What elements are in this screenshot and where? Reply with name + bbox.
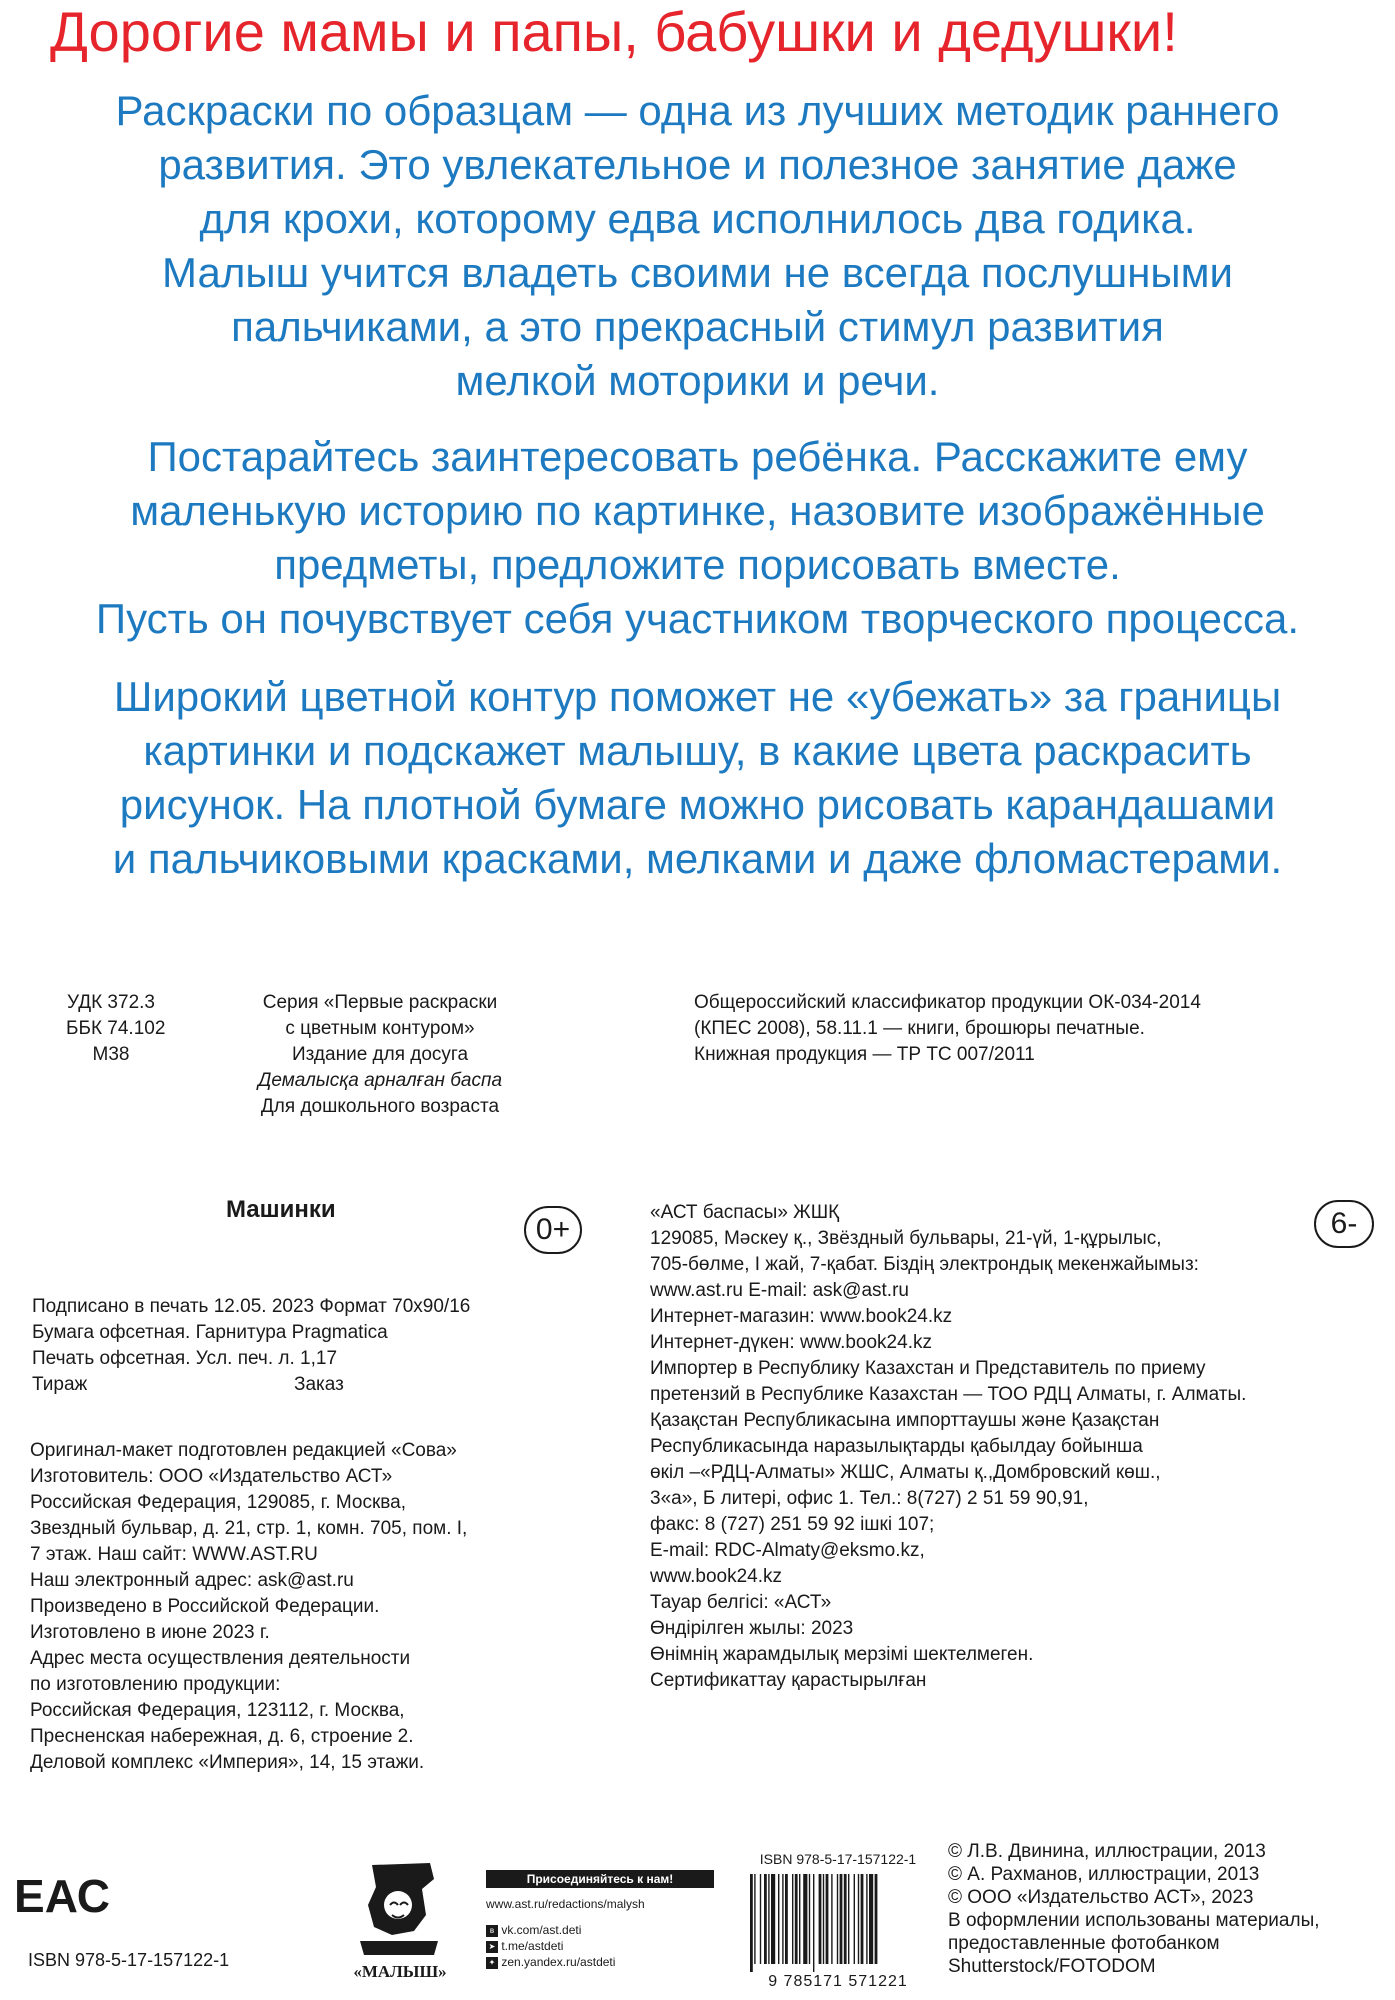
social-link-zen[interactable] — [486, 1954, 714, 1970]
text-line: Постарайтесь заинтересовать ребёнка. Расскажите ему — [147, 433, 1248, 480]
age-rating-badge-ru: 0+ — [524, 1206, 582, 1254]
barcode-bar — [792, 1874, 793, 1964]
malysh-logo-text: «МАЛЫШ» — [353, 1962, 447, 1981]
kz-line: Интернет-дүкен: www.book24.kz — [650, 1332, 932, 1353]
kz-line: Өндірілген жылы: 2023 — [650, 1618, 854, 1639]
text-line: Широкий цветной контур поможет не «убежать» за границы — [113, 673, 1282, 720]
print-info — [32, 1294, 470, 1398]
malysh-logo-icon — [330, 1845, 470, 1985]
barcode-bar — [869, 1874, 873, 1964]
kz-line: 3«а», Б литері, офис 1. Тел.: 8(727) 2 51 59 90,91, — [650, 1488, 1089, 1509]
vk-icon: в — [486, 1925, 498, 1937]
barcode-bar — [875, 1874, 878, 1964]
barcode-bar — [799, 1874, 800, 1964]
copyright-line: © А. Рахманов, иллюстрации, 2013 — [948, 1864, 1260, 1885]
text-line: Раскраски по образцам — одна из лучших методик раннего — [115, 87, 1280, 134]
text-line: картинки и подскажет малышу, в какие цвета раскрасить — [143, 727, 1252, 774]
publisher-line: Российская Федерация, 129085, г. Москва, — [30, 1492, 406, 1513]
kz-line: www.ast.ru E-mail: ask@ast.ru — [650, 1280, 909, 1301]
barcode-bar — [771, 1874, 775, 1964]
barcode-bar — [785, 1874, 788, 1964]
kz-line: Импортер в Республику Казахстан и Представитель по приему — [650, 1358, 1206, 1379]
tirazh-label: Тираж — [32, 1374, 88, 1395]
barcode-bar — [866, 1874, 867, 1964]
kz-line: E-mail: RDC-Almaty@eksmo.kz, — [650, 1540, 925, 1561]
text-line: рисунок. На плотной бумаге можно рисовать карандашами — [119, 781, 1276, 828]
kz-line: Интернет-магазин: www.book24.kz — [650, 1306, 953, 1327]
print-line: Печать офсетная. Усл. печ. л. 1,17 — [32, 1348, 338, 1369]
kz-line: Қазақстан Республикасына импорттаушы және Қазақстан — [650, 1410, 1160, 1431]
publisher-line: Изготовитель: ООО «Издательство АСТ» — [30, 1466, 393, 1487]
barcode-bar — [861, 1874, 864, 1964]
zakaz-label: Заказ — [294, 1374, 344, 1395]
series-line: Демалысқа арналған баспа — [257, 1070, 503, 1091]
series-line: Издание для досуга — [291, 1044, 469, 1065]
barcode-bar — [760, 1874, 761, 1964]
barcode-bar — [826, 1874, 829, 1964]
barcode-bar — [840, 1874, 843, 1964]
intro-paragraph-2 — [0, 430, 1395, 646]
publisher-line: по изготовлению продукции: — [30, 1674, 281, 1695]
barcode-bar — [854, 1874, 855, 1964]
barcode-bar — [750, 1874, 753, 1972]
social-header: Присоединяйтесь к нам! — [486, 1870, 714, 1888]
barcode-digits: 9 785171 571221 — [768, 1973, 908, 1990]
classifier-line: Общероссийский классификатор продукции ОК-034-2014 — [694, 992, 1201, 1013]
text-line: маленькую историю по картинке, назовите изображённые — [130, 487, 1265, 534]
social-link-text: zen.yandex.ru/astdeti — [501, 1955, 616, 1969]
barcode-bar — [823, 1874, 824, 1964]
text-line: Пусть он почувствует себя участником творческого процесса. — [95, 595, 1300, 642]
barcode-bar — [754, 1874, 755, 1964]
copyright-line: В оформлении использованы материалы, — [948, 1910, 1320, 1931]
kz-line: Республикасында наразылықтарды қабылдау бойынша — [650, 1436, 1143, 1457]
social-link-site[interactable]: www.ast.ru/redactions/malysh — [486, 1897, 645, 1911]
barcode-bar — [848, 1874, 849, 1964]
eac-mark-text: ЕАС — [14, 1870, 110, 1922]
isbn-left: ISBN 978-5-17-157122-1 — [28, 1950, 230, 1970]
text-line: предметы, предложите порисовать вместе. — [274, 541, 1121, 588]
publisher-info — [30, 1438, 467, 1776]
intro-paragraph-1 — [0, 84, 1395, 408]
publisher-line: 7 этаж. Наш сайт: WWW.AST.RU — [30, 1544, 318, 1565]
page-title: Дорогие мамы и папы, бабушки и дедушки! — [50, 0, 1178, 63]
series-line: Для дошкольного возраста — [260, 1096, 500, 1117]
text-line: Малыш учится владеть своими не всегда послушными — [162, 249, 1233, 296]
barcode-bar — [813, 1874, 814, 1972]
kz-line: Сертификаттау қарастырылған — [650, 1670, 927, 1691]
barcode-bar — [778, 1874, 779, 1964]
text-line: и пальчиковыми красками, мелками и даже фломастерами. — [112, 835, 1283, 882]
product-classifier — [694, 990, 1201, 1068]
age-rating-badge-kz: 6- — [1314, 1200, 1374, 1248]
social-link-telegram[interactable] — [486, 1938, 714, 1954]
udk-code: УДК 372.3 — [67, 992, 155, 1013]
publisher-line: Оригинал-макет подготовлен редакцией «Сова» — [30, 1440, 457, 1461]
book-title: Машинки — [226, 1196, 336, 1223]
publisher-line: Изготовлено в июне 2023 г. — [30, 1622, 270, 1643]
print-line: Бумага офсетная. Гарнитура Pragmatica — [32, 1322, 388, 1343]
barcode-bar — [831, 1874, 832, 1964]
kz-publisher-info — [650, 1200, 1246, 1694]
kz-line: 129085, Мәскеу қ., Звёздный бульвары, 21-үй, 1-құрылыс, — [650, 1228, 1162, 1249]
barcode-bar — [809, 1874, 810, 1964]
social-link-vk[interactable] — [486, 1922, 714, 1938]
barcode-icon — [744, 1874, 932, 1972]
print-line: Подписано в печать 12.05. 2023 Формат 70х90/16 — [32, 1296, 471, 1317]
barcode-bar — [795, 1874, 798, 1964]
kz-line: 705-бөлме, I жай, 7-қабат. Біздің электрондық мекенжайымыз: — [650, 1254, 1199, 1275]
social-block — [486, 1870, 714, 1970]
barcode-bar — [844, 1874, 847, 1964]
classifier-line: Книжная продукция — ТР ТС 007/2011 — [694, 1044, 1035, 1065]
social-link-text: vk.com/ast.deti — [501, 1923, 582, 1937]
bbk-code: ББК 74.102 — [66, 1018, 166, 1039]
copyright-line: © Л.В. Двинина, иллюстрации, 2013 — [948, 1841, 1266, 1862]
series-line: Серия «Первые раскраски — [262, 992, 498, 1013]
publisher-line: Адрес места осуществления деятельности — [30, 1648, 411, 1669]
copyright-block — [948, 1840, 1320, 1978]
text-line: мелкой моторики и речи. — [455, 357, 940, 404]
author-mark: М38 — [92, 1044, 130, 1065]
publisher-line: Российская Федерация, 123112, г. Москва, — [30, 1700, 405, 1721]
barcode-bar — [837, 1874, 838, 1964]
copyright-line: предоставленные фотобанком — [948, 1933, 1220, 1954]
telegram-icon: ➤ — [486, 1941, 498, 1953]
copyright-line: © ООО «Издательство АСТ», 2023 — [948, 1887, 1254, 1908]
kz-line: Өнімнің жарамдылық мерзімі шектелмеген. — [650, 1644, 1034, 1665]
series-line: с цветным контуром» — [285, 1018, 475, 1039]
barcode-bar — [858, 1874, 859, 1964]
publisher-line: Деловой комплекс «Империя», 14, 15 этажи. — [30, 1752, 425, 1773]
series-info — [220, 990, 540, 1120]
text-line: пальчиками, а это прекрасный стимул развития — [231, 303, 1164, 350]
zen-icon: ✦ — [486, 1957, 498, 1969]
text-line: для крохи, которому едва исполнилось два годика. — [199, 195, 1196, 242]
intro-paragraph-3 — [0, 670, 1395, 886]
publisher-line: Пресненская набережная, д. 6, строение 2. — [30, 1726, 414, 1747]
barcode-bar — [768, 1874, 769, 1964]
kz-line: www.book24.kz — [650, 1566, 783, 1587]
copyright-line: Shutterstock/FOTODOM — [948, 1956, 1156, 1977]
social-link-text: t.me/astdeti — [501, 1939, 564, 1953]
publisher-line: Произведено в Российской Федерации. — [30, 1596, 380, 1617]
kz-line: факс: 8 (727) 251 59 92 ішкі 107; — [650, 1514, 935, 1535]
classifier-line: (КПЕС 2008), 58.11.1 — книги, брошюры печатные. — [694, 1018, 1145, 1039]
barcode-bar — [782, 1874, 783, 1964]
barcode-bar — [764, 1874, 767, 1964]
print-line — [32, 1372, 470, 1398]
kz-line: Тауар белгісі: «АСТ» — [650, 1592, 832, 1613]
eac-mark-icon — [14, 1860, 110, 1928]
kz-line: претензий в Республике Казахстан — ТОО РДЦ Алматы, г. Алматы. — [650, 1384, 1247, 1405]
kz-line: «АСТ баспасы» ЖШҚ — [650, 1202, 840, 1223]
publisher-line: Наш электронный адрес: ask@ast.ru — [30, 1570, 354, 1591]
publisher-line: Звездный бульвар, д. 21, стр. 1, комн. 705, пом. I, — [30, 1518, 468, 1539]
barcode-bar — [819, 1874, 822, 1964]
barcode-bar — [803, 1874, 807, 1964]
barcode-block — [744, 1850, 932, 2000]
barcode-isbn: ISBN 978-5-17-157122-1 — [759, 1851, 917, 1867]
text-line: развития. Это увлекательное и полезное занятие даже — [158, 141, 1237, 188]
classification-codes — [66, 990, 166, 1068]
kz-line: өкіл –«РДЦ-Алматы» ЖШС, Алматы қ.,Домбровский көш., — [650, 1462, 1161, 1483]
